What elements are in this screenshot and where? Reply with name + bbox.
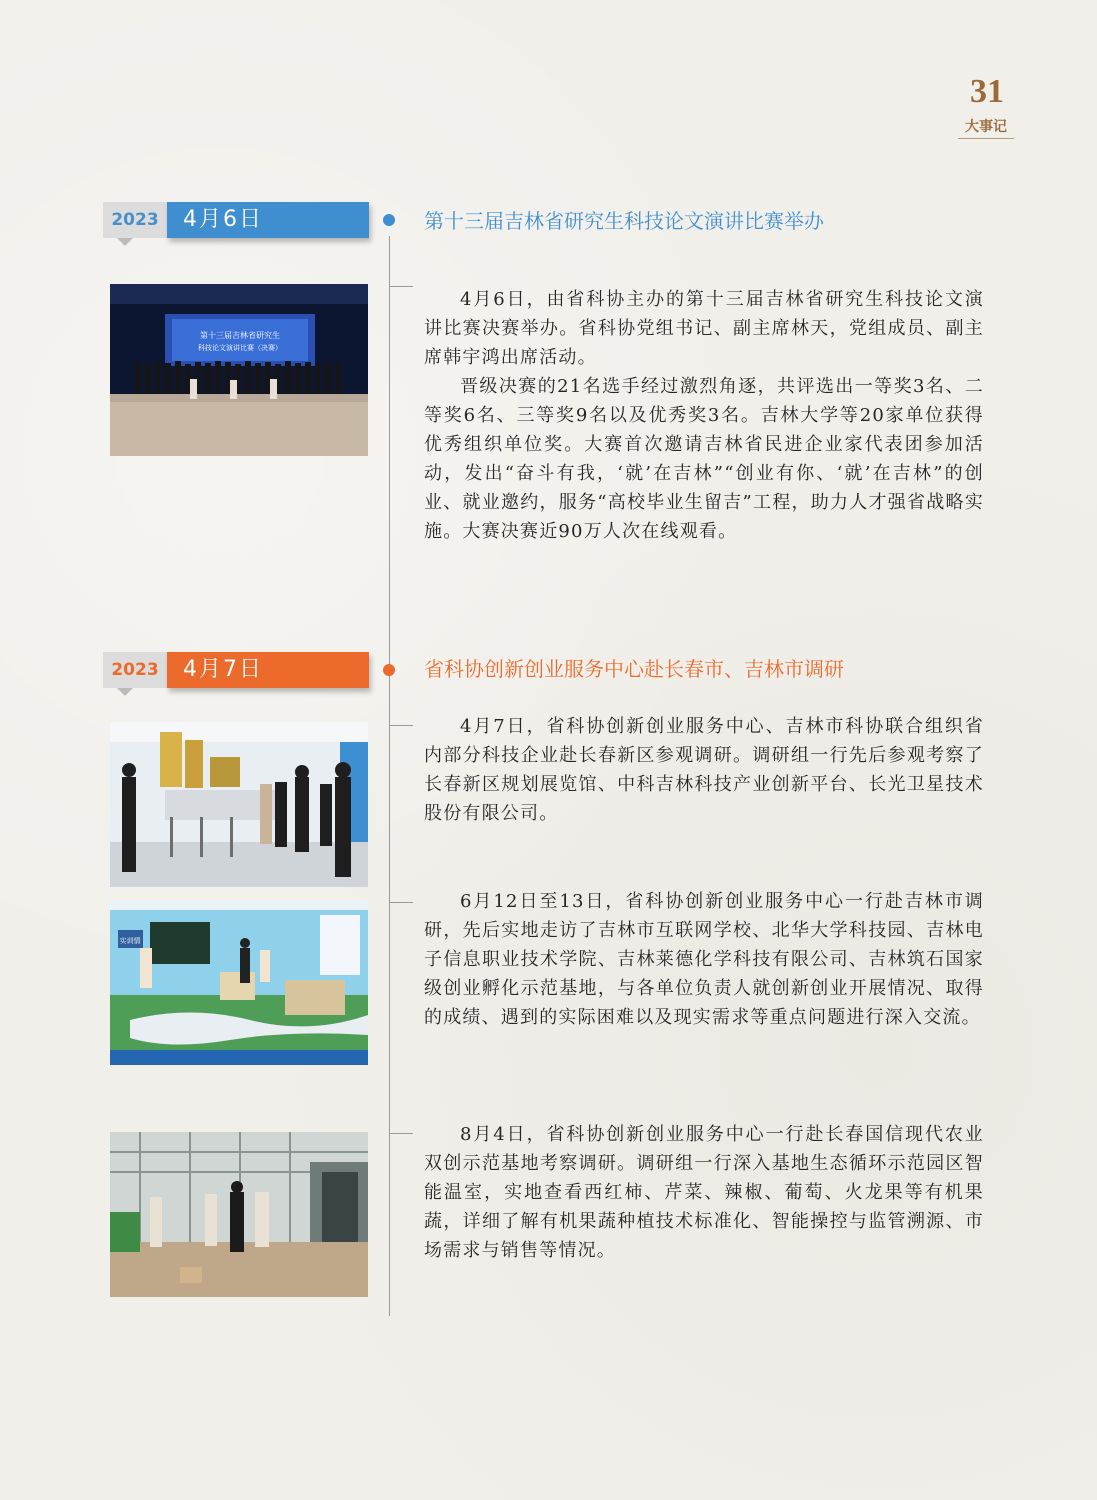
year-label: 2023: [103, 202, 167, 238]
photo-exhibition-visit: [110, 722, 368, 887]
photo-speech-contest-image: [110, 284, 368, 456]
photo-school-visit: [110, 900, 368, 1065]
entry-paragraph: 晋级决赛的21名选手经过激烈角逐，共评选出一等奖3名、二等奖6名、三等奖9名以及优秀奖3名。吉林大学等20家单位获得优秀组织单位奖。大赛首次邀请吉林省民进企业家代表团参加活动，发出“奋斗有我，‘就’在吉林”“创业有你、‘就’在吉林”的创业、就业邀约，服务“高校毕业生留吉”工程，助力人才强省战略实施。大赛决赛近90万人次在线观看。: [424, 376, 984, 542]
timeline-tick: [389, 1133, 413, 1134]
date-tag-april-6: [103, 202, 371, 238]
year-label: 2023: [103, 652, 167, 688]
date-label: 4月6日: [167, 202, 369, 238]
timeline-dot: [383, 214, 395, 226]
page-number: 31: [970, 73, 1004, 110]
photo-speech-contest: [110, 284, 368, 456]
entry-body: [424, 1120, 984, 1265]
entry-body: [424, 285, 984, 546]
timeline-line: [389, 236, 390, 1316]
entry-paragraph: 6月12日至13日，省科协创新创业服务中心一行赴吉林市调研，先后实地走访了吉林市互联网学校、北华大学科技园、吉林电子信息职业技术学院、吉林莱德化学科技有限公司、吉林筑石国家级创业孵化示范基地，与各单位负责人就创新创业开展情况、取得的成绩、遇到的实际困难以及现实需求等重点问题进行深入交流。: [424, 891, 984, 1028]
timeline-tick: [389, 725, 413, 726]
photo-banner-line-2: 科技论文演讲比赛（决赛）: [198, 344, 282, 352]
entry-body: [424, 712, 984, 828]
entry-headline: 第十三届吉林省研究生科技论文演讲比赛举办: [424, 209, 824, 233]
photo-school-visit-image: [110, 900, 368, 1065]
photo-banner-line-1: 第十三届吉林省研究生: [200, 331, 280, 340]
entry-body: [424, 887, 984, 1032]
photo-greenhouse-visit: [110, 1132, 368, 1297]
date-tag-april-7: [103, 652, 371, 688]
tag-notch: [117, 238, 133, 246]
photo-exhibition-visit-image: [110, 722, 368, 887]
entry-paragraph: 4月6日，由省科协主办的第十三届吉林省研究生科技论文演讲比赛决赛举办。省科协党组书记、副主席林天，党组成员、副主席韩宇鸿出席活动。: [424, 289, 984, 368]
timeline-dot: [383, 664, 395, 676]
entry-paragraph: 4月7日，省科协创新创业服务中心、吉林市科协联合组织省内部分科技企业赴长春新区参观调研。调研组一行先后参观考察了长春新区规划展览馆、中科吉林科技产业创新平台、长光卫星技术股份有限公司。: [424, 716, 984, 824]
photo-greenhouse-visit-image: [110, 1132, 368, 1297]
date-label: 4月7日: [167, 652, 369, 688]
timeline-tick: [389, 902, 413, 903]
entry-paragraph: 8月4日，省科协创新创业服务中心一行赴长春国信现代农业双创示范基地考察调研。调研组一行深入基地生态循环示范园区智能温室，实地查看西红柿、芹菜、辣椒、葡萄、火龙果等有机果蔬，详细了解有机果蔬种植技术标准化、智能操控与监管溯源、市场需求与销售等情况。: [424, 1124, 984, 1261]
entry-headline: 省科协创新创业服务中心赴长春市、吉林市调研: [424, 657, 844, 681]
tag-notch: [117, 688, 133, 696]
photo-sign-text: 实训情: [119, 937, 141, 945]
page-section-title: 大事记: [958, 116, 1014, 139]
timeline-tick: [389, 286, 413, 287]
